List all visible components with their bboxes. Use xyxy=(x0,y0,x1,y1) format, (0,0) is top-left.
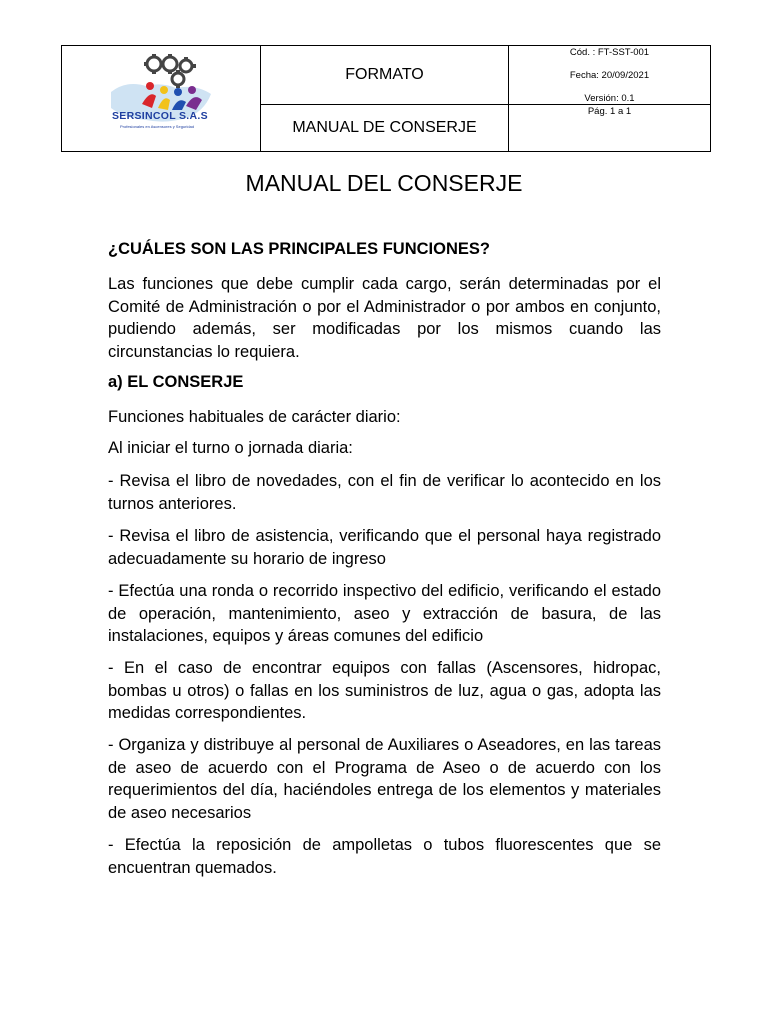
page-info-cell xyxy=(509,105,710,151)
functions-daily-label: Funciones habituales de carácter diario: xyxy=(108,408,401,426)
document-metadata xyxy=(509,46,710,105)
list-item: - Efectúa la reposición de ampolletas o tubos fluorescentes que se encuentran quemados. xyxy=(108,836,661,877)
section-question-heading: ¿CUÁLES SON LAS PRINCIPALES FUNCIONES? xyxy=(108,240,490,258)
page-title: MANUAL DEL CONSERJE xyxy=(245,170,523,196)
section-a-heading: a) EL CONSERJE xyxy=(108,373,244,391)
logo-company-name: SERSINCOL S.A.S xyxy=(112,110,208,122)
intro-paragraph: Las funciones que debe cumplir cada cargo, serán determinadas por el Comité de Administración o por el Administrador o por ambos en conjunto, pudiendo además, ser modificadas por los mismos cuando las circunstancias lo requiera. xyxy=(108,275,661,361)
list-item: - En el caso de encontrar equipos con fallas (Ascensores, hidropac, bombas u otros) o fallas en los suministros de luz, agua o gas, adopta las medidas correspondientes. xyxy=(108,659,661,722)
document-header-table xyxy=(61,45,711,152)
list-item: - Organiza y distribuye al personal de Auxiliares o Aseadores, en las tareas de aseo de acuerdo con el Programa de Aseo o de acuerdo con los requerimientos del día, haciéndoles entrega de los elementos y materiales de aseo necesarios xyxy=(108,736,661,822)
logo-cell xyxy=(62,46,261,151)
page-number: Pág. 1 a 1 xyxy=(587,106,632,117)
formato-label: FORMATO xyxy=(261,46,509,105)
list-item: - Efectúa una ronda o recorrido inspectivo del edificio, verificando el estado de operación, mantenimiento, aseo y extracción de basura, de las instalaciones, equipos y áreas comunes del edificio xyxy=(108,582,661,645)
list-item: - Revisa el libro de novedades, con el fin de verificar lo acontecido en los turnos anteriores. xyxy=(108,472,661,513)
list-item: - Revisa el libro de asistencia, verificando que el personal haya registrado adecuadamente su horario de ingreso xyxy=(108,527,661,568)
turn-start-label: Al iniciar el turno o jornada diaria: xyxy=(108,439,353,457)
logo-tagline: Profesionales en Ascensores y Seguridad xyxy=(120,124,195,129)
document-date: Fecha: 20/09/2021 xyxy=(569,70,650,81)
document-code: Cód. : FT-SST-001 xyxy=(569,47,650,58)
manual-label: MANUAL DE CONSERJE xyxy=(261,105,509,151)
document-version: Versión: 0.1 xyxy=(584,93,635,104)
